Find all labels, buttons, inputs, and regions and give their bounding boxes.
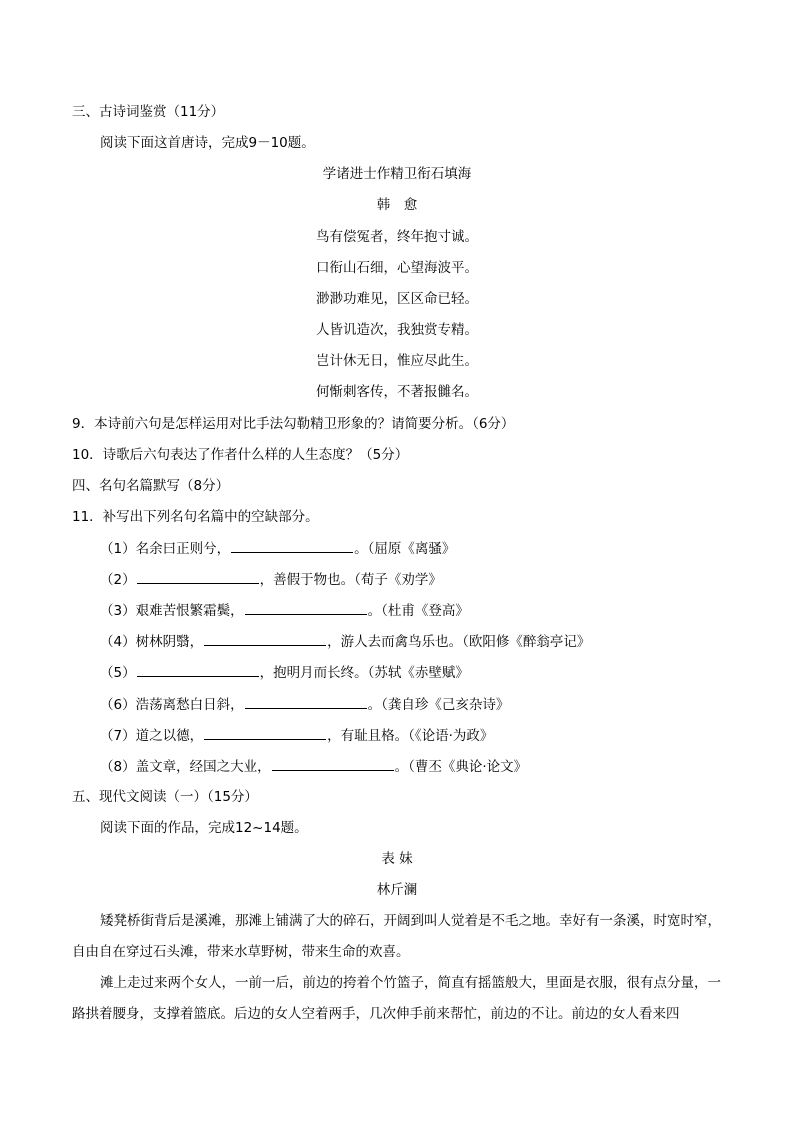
recitation-item-6 [100,695,509,714]
recitation-item-1 [100,539,455,558]
answer-blank[interactable] [137,570,259,584]
poem-line: 何惭刺客传，不著报雠名。 [316,384,478,400]
section5-heading: 五、现代文阅读（一）（15分） [72,789,258,805]
story-author: 林斤澜 [376,882,418,898]
item-number: （8） [100,759,136,775]
recitation-item-2 [100,570,442,589]
story-paragraph: 矮凳桥街背后是溪滩，那滩上铺满了大的碎石，开阔到叫人觉着是不毛之地。幸好有一条溪，时宽时窄，自由自在穿过石头滩，带来水草野树，带来生命的欢喜。 [72,913,721,960]
item-suffix: ，抱明月而长终。（苏轼《赤壁赋》 [259,665,469,681]
item-prefix: 道之以德， [135,728,204,744]
answer-blank[interactable] [245,695,367,709]
story-title: 表 妹 [381,851,413,867]
recitation-item-8 [100,757,527,776]
section5-intro: 阅读下面的作品，完成12~14题。 [100,820,308,836]
question-10: 10．诗歌后六句表达了作者什么样的人生态度？（5分） [72,447,409,463]
section3-intro: 阅读下面这首唐诗，完成9－10题。 [100,135,315,151]
recitation-item-4 [100,632,590,651]
question-9: 9．本诗前六句是怎样运用对比手法勾勒精卫形象的？请简要分析。（6分） [72,416,515,432]
item-suffix: ，善假于物也。（荀子《劝学》 [259,572,442,588]
recitation-item-7 [100,726,493,745]
poem-line: 人皆讥造次，我独赏专精。 [316,322,478,338]
item-number: （7） [100,728,136,744]
story-paragraph: 滩上走过来两个女人，一前一后，前边的挎着个竹篮子，简直有摇篮般大，里面是衣服，很有点分量，一路拱着腰身，支撑着篮底。后边的女人空着两手，几次伸手前来帮忙，前边的不让。前边的女人看来四 [72,975,721,1022]
poem-line: 口衔山石细，心望海波平。 [316,260,478,276]
item-number: （1） [100,541,136,557]
item-number: （5） [100,665,136,681]
item-number: （3） [100,603,136,619]
item-prefix: 艰难苦恨繁霜鬓， [135,603,244,619]
poem-title: 学诸进士作精卫衔石填海 [322,166,472,182]
poem-author: 韩 愈 [376,197,418,213]
poem-line: 鸟有偿冤者，终年抱寸诚。 [316,229,478,245]
item-number: （4） [100,634,136,650]
item-prefix: 浩荡离愁白日斜， [135,697,244,713]
answer-blank[interactable] [137,663,259,677]
item-suffix: 。（杜甫《登高》 [367,603,469,619]
item-suffix: 。（屈原《离骚》 [354,541,456,557]
item-suffix: ，游人去而禽鸟乐也。（欧阳修《醉翁亭记》 [327,634,591,650]
answer-blank[interactable] [231,539,353,553]
section3-heading: 三、古诗词鉴赏（11分） [72,104,225,120]
item-prefix: 树林阴翳， [135,634,204,650]
recitation-item-5 [100,663,469,682]
question-11: 11．补写出下列名句名篇中的空缺部分。 [72,509,319,525]
item-prefix: 名余曰正则兮， [135,541,231,557]
item-number: （2） [100,572,136,588]
answer-blank[interactable] [245,601,367,615]
answer-blank[interactable] [204,632,326,646]
item-suffix: 。（龚自珍《己亥杂诗》 [367,697,510,713]
answer-blank[interactable] [272,757,394,771]
item-prefix: 盖文章，经国之大业， [135,759,271,775]
item-number: （6） [100,697,136,713]
item-suffix: ，有耻且格。（《论语·为政》 [327,728,494,744]
poem-line: 渺渺功难见，区区命已轻。 [316,291,478,307]
poem-line: 岂计休无日，惟应尽此生。 [316,353,478,369]
section4-heading: 四、名句名篇默写（8分） [72,478,230,494]
answer-blank[interactable] [204,726,326,740]
recitation-item-3 [100,601,469,620]
item-suffix: 。（曹丕《典论·论文》 [394,759,528,775]
